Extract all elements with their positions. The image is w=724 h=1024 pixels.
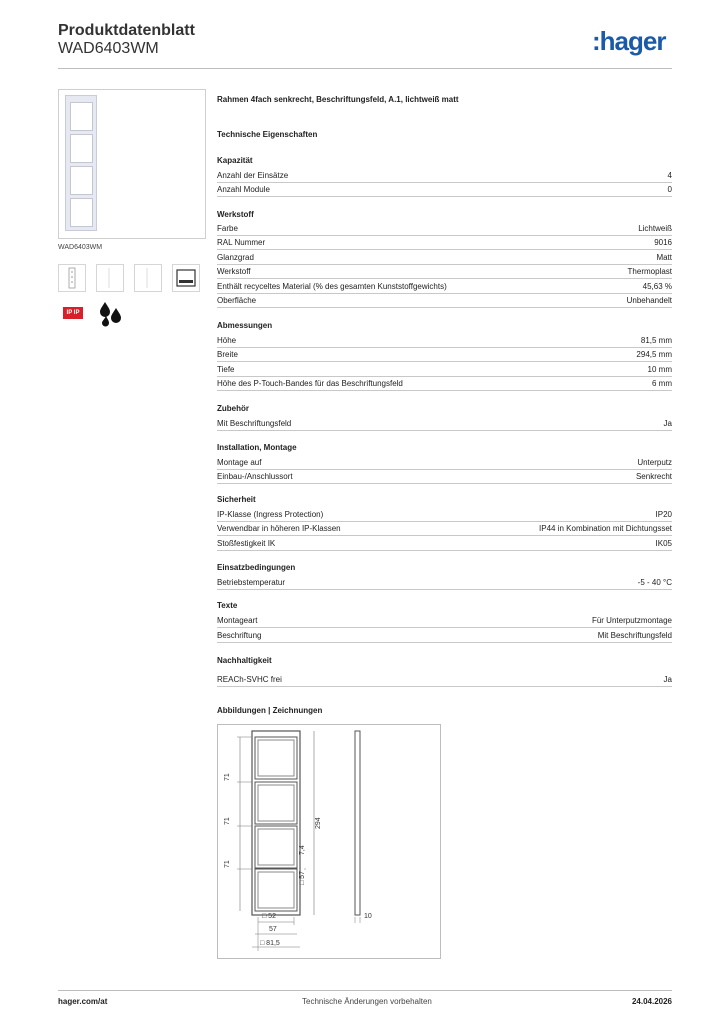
spec-key: Verwendbar in höheren IP-Klassen bbox=[217, 524, 341, 533]
spec-value: Ja bbox=[663, 419, 672, 428]
footer-website: hager.com/at bbox=[58, 997, 108, 1006]
spec-row bbox=[217, 416, 672, 431]
spec-row bbox=[217, 362, 672, 377]
spec-value: Ja bbox=[663, 675, 672, 684]
spec-key: Einbau-/Anschlussort bbox=[217, 472, 293, 481]
dim-label: □ 52 bbox=[262, 913, 276, 920]
spec-row bbox=[217, 469, 672, 484]
spec-key: Anzahl Module bbox=[217, 185, 270, 194]
spec-key: Enthält recyceltes Material (% des gesamten Kunststoffgewichts) bbox=[217, 282, 447, 291]
spec-key: Oberfläche bbox=[217, 296, 257, 305]
footer-date: 24.04.2026 bbox=[631, 997, 672, 1006]
blank-icon bbox=[96, 264, 124, 292]
spec-value: 4 bbox=[667, 171, 672, 180]
spec-value: IK05 bbox=[655, 539, 672, 548]
spec-key: Montageart bbox=[217, 616, 258, 625]
spec-row bbox=[217, 347, 672, 362]
section-heading: Abmessungen bbox=[217, 321, 273, 330]
spec-value: 81,5 mm bbox=[640, 336, 672, 345]
blank-icon bbox=[134, 264, 162, 292]
section-heading: Sicherheit bbox=[217, 495, 256, 504]
spec-row bbox=[217, 221, 672, 236]
drawings-heading: Abbildungen | Zeichnungen bbox=[217, 706, 323, 715]
dim-label: 294 bbox=[315, 817, 322, 829]
spec-row bbox=[217, 613, 672, 628]
spec-row bbox=[217, 235, 672, 250]
product-code: WAD6403WM bbox=[58, 40, 159, 57]
section-heading: Kapazität bbox=[217, 156, 253, 165]
product-title: Rahmen 4fach senkrecht, Beschriftungsfeld, A.1, lichtweiß matt bbox=[217, 95, 459, 104]
spec-key: REACh-SVHC frei bbox=[217, 675, 282, 684]
spec-value: Senkrecht bbox=[635, 472, 672, 481]
frame-slot bbox=[70, 134, 93, 163]
spec-key: RAL Nummer bbox=[217, 238, 266, 247]
section-heading: Nachhaltigkeit bbox=[217, 656, 272, 665]
spec-key: Breite bbox=[217, 350, 238, 359]
spec-key: Werkstoff bbox=[217, 267, 251, 276]
ip-badge: IP IP bbox=[63, 307, 83, 319]
spec-value: Unterputz bbox=[637, 458, 672, 467]
spec-key: Tiefe bbox=[217, 365, 235, 374]
spec-value: 294,5 mm bbox=[636, 350, 672, 359]
section-heading: Installation, Montage bbox=[217, 443, 297, 452]
water-drops-icon bbox=[96, 300, 124, 328]
spec-value: Lichtweiß bbox=[638, 224, 672, 233]
spec-value: IP44 in Kombination mit Dichtungsset bbox=[539, 524, 672, 533]
spec-row bbox=[217, 279, 672, 294]
spec-value: 9016 bbox=[654, 238, 672, 247]
dim-label: 57 bbox=[269, 926, 277, 933]
dim-label: 71 bbox=[224, 817, 231, 825]
spec-value: 45,63 % bbox=[642, 282, 672, 291]
spec-key: Glanzgrad bbox=[217, 253, 254, 262]
spec-key: Stoßfestigkeit IK bbox=[217, 539, 276, 548]
spec-value: 0 bbox=[667, 185, 672, 194]
header-divider bbox=[58, 68, 672, 69]
dim-label: □ 57 bbox=[299, 871, 306, 885]
spec-row bbox=[217, 250, 672, 265]
frame-slot bbox=[70, 166, 93, 195]
section-heading: Zubehör bbox=[217, 404, 249, 413]
spec-key: Höhe bbox=[217, 336, 237, 345]
spec-row bbox=[217, 182, 672, 197]
spec-value: 10 mm bbox=[647, 365, 672, 374]
page-title: Produktdatenblatt bbox=[58, 22, 195, 39]
spec-row bbox=[217, 168, 672, 183]
wiring-icon bbox=[58, 264, 86, 292]
hager-logo: :hager bbox=[592, 26, 666, 56]
spec-value: Matt bbox=[656, 253, 672, 262]
dim-label: 71 bbox=[224, 773, 231, 781]
spec-key: Mit Beschriftungsfeld bbox=[217, 419, 292, 428]
frame-slot bbox=[70, 102, 93, 131]
section-heading: Texte bbox=[217, 601, 238, 610]
spec-value: Mit Beschriftungsfeld bbox=[597, 631, 672, 640]
spec-value: Thermoplast bbox=[627, 267, 672, 276]
spec-row bbox=[217, 293, 672, 308]
frame-slot bbox=[70, 198, 93, 227]
spec-key: Höhe des P-Touch-Bandes für das Beschriftungsfeld bbox=[217, 379, 403, 388]
frame-illustration bbox=[65, 95, 97, 231]
technical-drawing bbox=[217, 724, 441, 959]
spec-row bbox=[217, 628, 672, 643]
spec-key: Betriebstemperatur bbox=[217, 578, 286, 587]
spec-row bbox=[217, 455, 672, 470]
dim-label: □ 81,5 bbox=[260, 940, 280, 947]
dim-label: 10 bbox=[364, 913, 372, 920]
section-heading: Werkstoff bbox=[217, 210, 254, 219]
tech-properties-heading: Technische Eigenschaften bbox=[217, 130, 318, 139]
spec-row bbox=[217, 521, 672, 536]
spec-key: Montage auf bbox=[217, 458, 262, 467]
spec-key: Beschriftung bbox=[217, 631, 262, 640]
spec-value: 6 mm bbox=[652, 379, 672, 388]
spec-row bbox=[217, 536, 672, 551]
spec-row bbox=[217, 672, 672, 687]
footer-note: Technische Änderungen vorbehalten bbox=[302, 997, 432, 1006]
spec-row bbox=[217, 376, 672, 391]
spec-row bbox=[217, 575, 672, 590]
dim-label: 71 bbox=[224, 860, 231, 868]
dim-label: 7,4 bbox=[299, 845, 306, 855]
spec-row bbox=[217, 333, 672, 348]
spec-row bbox=[217, 264, 672, 279]
spec-key: IP-Klasse (Ingress Protection) bbox=[217, 510, 324, 519]
spec-key: Anzahl der Einsätze bbox=[217, 171, 289, 180]
spec-value: Unbehandelt bbox=[626, 296, 672, 305]
section-heading: Einsatzbedingungen bbox=[217, 563, 296, 572]
label-field-icon bbox=[172, 264, 200, 292]
spec-key: Farbe bbox=[217, 224, 238, 233]
footer-divider bbox=[58, 990, 672, 991]
image-caption: WAD6403WM bbox=[58, 244, 103, 251]
spec-row bbox=[217, 507, 672, 522]
product-image bbox=[58, 89, 206, 239]
spec-value: IP20 bbox=[655, 510, 672, 519]
spec-value: -5 - 40 °C bbox=[637, 578, 672, 587]
spec-value: Für Unterputzmontage bbox=[591, 616, 672, 625]
